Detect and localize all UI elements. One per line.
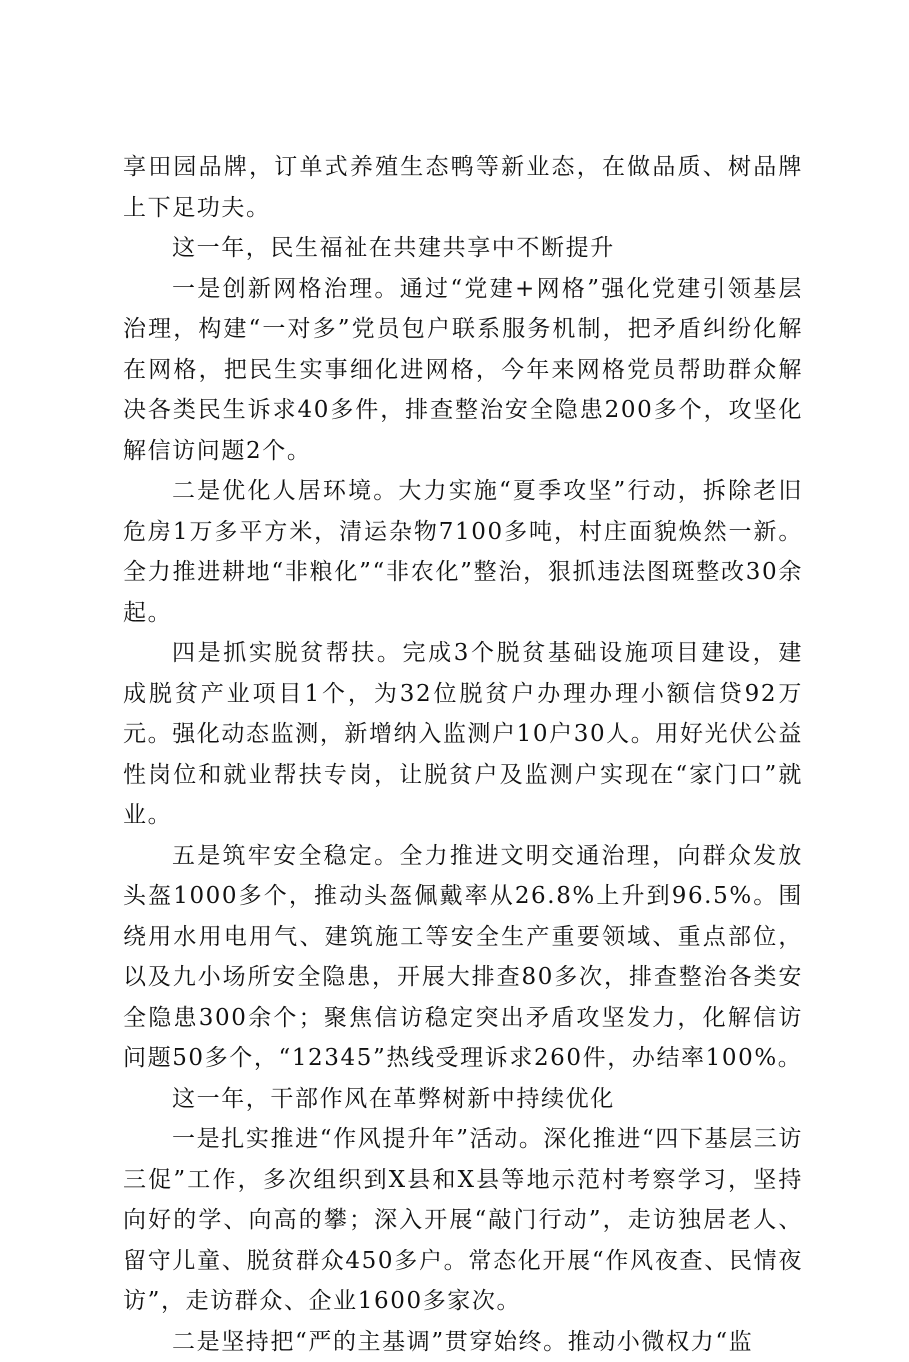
paragraph-living-environment: 二是优化人居环境。大力实施“夏季攻坚”行动，拆除老旧危房1万多平方米，清运杂物7100多吨，村庄面貌焕然一新。全力推进耕地“非粮化”“非农化”整治，狠抓违法图斑整改30余起。 <box>123 471 803 633</box>
paragraph-strict-tone: 二是坚持把“严的主基调”贯穿始终。推动小微权力“监 <box>123 1322 803 1362</box>
section-heading-cadre-style: 这一年，干部作风在革弊树新中持续优化 <box>123 1079 803 1120</box>
paragraph-grid-governance: 一是创新网格治理。通过“党建+网格”强化党建引领基层治理，构建“一对多”党员包户联系服务机制，把矛盾纠纷化解在网格，把民生实事细化进网格，今年来网格党员帮助群众解决各类民生诉求40多件，排查整治安全隐患200多个，攻坚化解信访问题2个。 <box>123 269 803 472</box>
paragraph-safety-stability: 五是筑牢安全稳定。全力推进文明交通治理，向群众发放头盔1000多个，推动头盔佩戴率从26.8%上升到96.5%。围绕用水用电用气、建筑施工等安全生产重要领域、重点部位，以及九小场所安全隐患，开展大排查80多次，排查整治各类安全隐患300余个；聚焦信访稳定突出矛盾攻坚发力，化解信访问题50多个，“12345”热线受理诉求260件，办结率100%。 <box>123 836 803 1079</box>
document-body <box>123 147 803 1362</box>
paragraph-poverty-assistance: 四是抓实脱贫帮扶。完成3个脱贫基础设施项目建设，建成脱贫产业项目1个，为32位脱贫户办理办理小额信贷92万元。强化动态监测，新增纳入监测户10户30人。用好光伏公益性岗位和就业帮扶专岗，让脱贫户及监测户实现在“家门口”就业。 <box>123 633 803 836</box>
section-heading-livelihood: 这一年，民生福祉在共建共享中不断提升 <box>123 228 803 269</box>
paragraph-continuation: 享田园品牌，订单式养殖生态鸭等新业态，在做品质、树品牌上下足功夫。 <box>123 147 803 228</box>
paragraph-style-improvement: 一是扎实推进“作风提升年”活动。深化推进“四下基层三访三促”工作，多次组织到X县和X县等地示范村考察学习，坚持向好的学、向高的攀；深入开展“敲门行动”，走访独居老人、留守儿童、脱贫群众450多户。常态化开展“作风夜查、民情夜访”，走访群众、企业1600多家次。 <box>123 1119 803 1322</box>
